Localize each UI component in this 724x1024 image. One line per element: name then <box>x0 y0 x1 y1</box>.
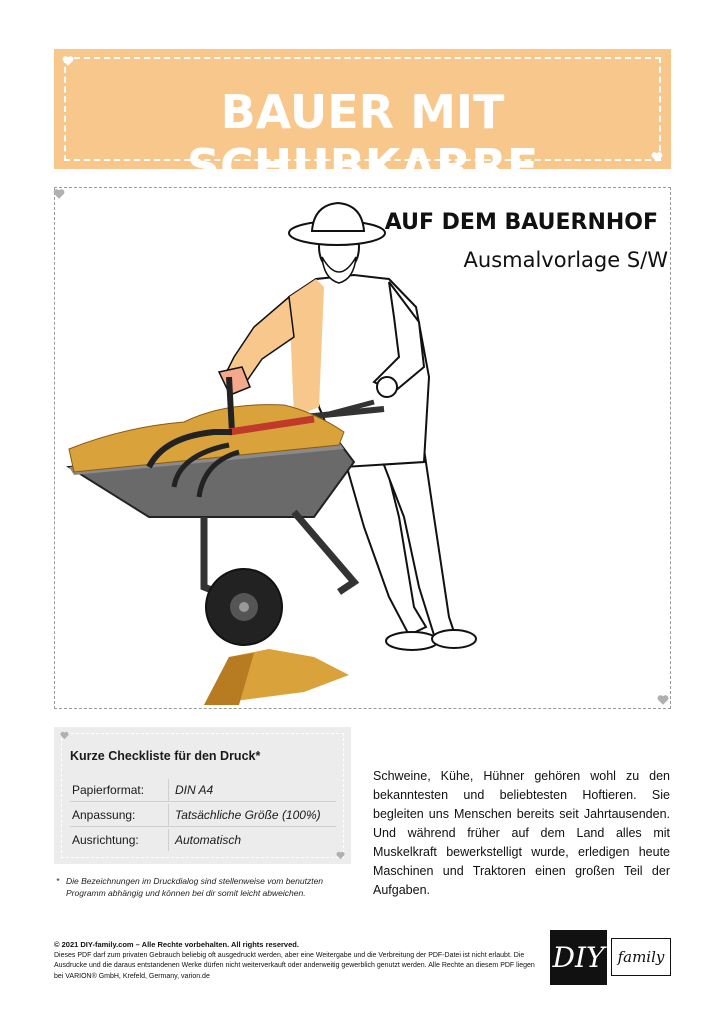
checklist-key: Papierformat: <box>72 783 145 797</box>
page-subtitle: Ausmalvorlage S/W <box>463 248 668 272</box>
heart-icon <box>651 151 663 163</box>
checklist-value: Automatisch <box>168 829 241 851</box>
heart-icon <box>60 731 69 740</box>
footnote-text: Die Bezeichnungen im Druckdialog sind stellenweise vom benutzten Programm abhängig und können bei dir somit leicht abweichen. <box>66 876 324 898</box>
diy-family-logo <box>550 930 671 985</box>
page-title: BAUER MIT SCHUBKARRE <box>186 85 539 193</box>
checklist-title: Kurze Checkliste für den Druck* <box>70 749 261 763</box>
copyright-text: Dieses PDF darf zum privaten Gebrauch beliebig oft ausgedruckt werden, aber eine Weitergabe und die Verbreitung der PDF-Datei ist nicht erlaubt. Die Ausdrucke und die daraus entstandenen Werke dürfen nicht weiterverkauft oder anderweitig gewerblich genutzt werden. Alle Rechte an diesem PDF liegen bei VARION® GmbH, Krefeld, Germany, varion.de <box>54 951 535 980</box>
print-checklist <box>54 727 351 864</box>
checklist-row <box>70 804 336 827</box>
heart-icon <box>62 55 74 67</box>
checklist-row <box>70 829 336 851</box>
print-footnote <box>56 875 356 899</box>
checklist-value: DIN A4 <box>168 779 213 801</box>
heart-icon <box>336 851 345 860</box>
checklist-key: Anpassung: <box>72 808 136 822</box>
checklist-key: Ausrichtung: <box>72 833 139 847</box>
title-banner <box>54 49 671 193</box>
checklist-row <box>70 779 336 802</box>
checklist-value: Tatsächliche Größe (100%) <box>168 804 321 826</box>
logo-mark: DIY <box>550 930 607 985</box>
copyright-block <box>54 940 542 982</box>
copyright-heading: © 2021 DIY-family.com – Alle Rechte vorbehalten. All rights reserved. <box>54 940 299 949</box>
footnote-marker: * <box>56 876 60 886</box>
page-subheading: AUF DEM BAUERNHOF <box>384 210 658 235</box>
description-paragraph: Schweine, Kühe, Hühner gehören wohl zu den bekanntesten und beliebtesten Hoftieren. Sie begleiten uns Menschen bereits seit Jahrtausenden. Und während früher auf dem Land alles mit Muskelkraft bewerkstelligt wurde, erledigen heute Maschinen und Traktoren einen großen Teil der Aufgaben. <box>373 769 670 897</box>
logo-wordmark: family <box>611 938 671 976</box>
